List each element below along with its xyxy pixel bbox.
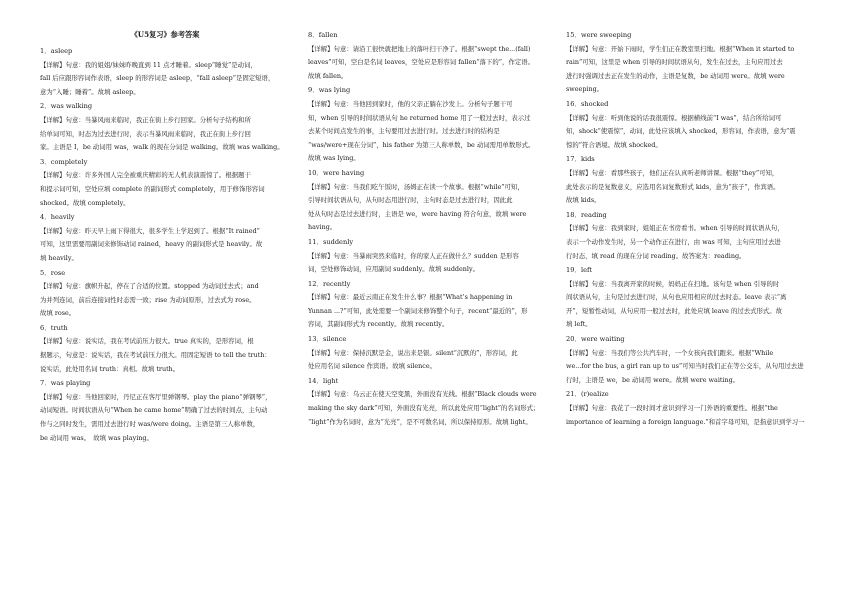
explanation-line: 作与之同时发生，需用过去进行时 was/were doing。主语是第三人称单数， (40, 420, 260, 429)
answer-heading: 20．were waiting (566, 335, 625, 344)
explanation-line: 【详解】句意：说实话，我在考试前压力很大。true 真实的，是形容词，根 (40, 337, 254, 346)
explanation-line: “light”作为名词时，意为“光亮”，是不可数名词，所以保持原形。故填 light。 (308, 417, 532, 426)
explanation-line: 【详解】句意：旗帜升起，停在了合适的位置。stopped 为动词过去式；and (40, 282, 259, 291)
column-middle (308, 28, 558, 429)
explanation-line: 故填 was lying。 (308, 154, 360, 163)
answer-heading: 11．suddenly (308, 237, 354, 246)
explanation-line: 【详解】句意：当暴雨突然来临时，你的家人正在做什么？sudden 是形容 (308, 251, 519, 260)
explanation-line: 填 left。 (566, 320, 592, 329)
explanation-line: 【详解】句意：当我们等公共汽车时，一个女孩向我们跑来。根据“While (566, 348, 774, 357)
explanation-line: fall 后应跟形容词作表语，sleep 的形容词是 asleep，“fall asleep”是固定短语， (40, 74, 275, 83)
explanation-line: 行时态，填 read 的现在分词 reading。故答案为：reading。 (566, 251, 746, 260)
answer-heading: 16．shocked (566, 99, 609, 108)
explanation-line: 间状语从句，主句是过去进行时，从句也应用相应的过去时态。leave 表示“离 (566, 293, 787, 302)
explanation-line: 可知，这里需要用副词来修饰动词 rained，heavy 的副词形式是 heavily。故 (40, 240, 263, 249)
column-right (566, 28, 816, 429)
document-title: 《U5复习》参考答案 (130, 30, 200, 39)
answer-heading: 1．asleep (40, 47, 73, 55)
explanation-line: 故填 kids。 (566, 196, 601, 205)
answer-heading: 9．was lying (308, 86, 351, 95)
explanation-line: 【详解】句意：听到他说的话我很震惊。根据横线前“I was”，结合所给词可 (566, 113, 782, 122)
explanation-line: 【详解】句意：看那些孩子，他们正在认真听老师讲课。根据“they”可知， (566, 168, 779, 177)
answer-heading: 14．light (308, 376, 339, 385)
explanation-line: 为并列连词，前后连接词性时态需一致；rise 为动词原形，过去式为 rose。 (40, 295, 256, 304)
explanation-line: 容词，其副词形式为 recently。故填 recently。 (308, 320, 449, 329)
answer-heading: 18．reading (566, 210, 607, 219)
explanation-line: 家。主语是 I，be 动词用 was，walk 的现在分词是 walking。故填 was walking。 (40, 143, 284, 152)
answer-heading: 19．left (566, 266, 593, 275)
explanation-line: 【详解】句意：我的姐姐/妹妹昨晚直到 11 点才睡着。sleep“睡觉”是动词， (40, 60, 257, 69)
explanation-line: 【详解】句意：我到家时，姐姐正在书房看书。when 引导的时间状语从句， (566, 224, 784, 233)
explanation-line: 动词短语。时间状语从句“When he came home”明确了过去的时间点，主句动 (40, 406, 268, 415)
explanation-line: importance of learning a foreign language.”和首字母可知，是指意识到学习一 (566, 417, 805, 426)
explanation-line: 填 heavily。 (40, 253, 78, 262)
explanation-line: 行时，主语是 we，be 动词用 were。故填 were waiting。 (566, 375, 740, 384)
explanation-line: 【详解】句意：昨天早上雨下得很大，很多学生上学迟到了。根据“It rained” (40, 226, 260, 235)
explanation-line: 【详解】句意：当他回家时，丹尼正在客厅里弹钢琴。play the piano“弹钢琴”， (40, 392, 272, 401)
explanation-line: 意为“入睡；睡着”。故填 asleep。 (40, 87, 140, 96)
explanation-line: sweeping。 (566, 85, 604, 94)
explanation-line: 据题示，句意是：说实话，我在考试前压力很大。用固定短语 to tell the truth： (40, 351, 271, 360)
explanation-line: 去某个时间点发生的事，主句要用过去进行时。过去进行时的结构是 (308, 127, 500, 136)
explanation-line: 【详解】句意：当他回到家时，他的父亲正躺在沙发上。分析句子题干可 (308, 99, 513, 108)
explanation-line: 处从句时态是过去进行时，主语是 we，were having 符合句意，故填 were (308, 209, 527, 218)
explanation-line: 【详解】句意：我花了一段时间才意识到学习一门外语的重要性。根据“the (566, 404, 778, 413)
explanation-line: Yunnan ...?”可知，此处需要一个副词来修饰整个句子，recent“最近的”，形 (308, 306, 528, 315)
answer-heading: 21．(r)ealize (566, 390, 609, 399)
explanation-line: 惊的”符合语境。故填 shocked。 (566, 140, 662, 149)
answer-heading: 3．completely (40, 157, 88, 166)
explanation-line: “was/were+现在分词”，his father 为第三人称单数，be 动词需用单数形式。 (308, 140, 535, 149)
explanation-line: 故填 fallen。 (308, 71, 348, 80)
answer-heading: 15．were sweeping (566, 31, 632, 39)
explanation-line: we...for the bus, a girl ran up to us”可知当时我们正在等公交车，从句用过去进 (566, 362, 804, 371)
answer-heading: 8．fallen (308, 31, 338, 39)
explanation-line: 【详解】句意：当我们吃午饭时，汤姆正在读一个故事。根据“while”可知， (308, 182, 524, 191)
explanation-line: having。 (308, 223, 337, 232)
explanation-line: 【详解】句意：最近云南正在发生什么事？根据“What’s happening in (308, 293, 513, 302)
answer-heading: 5．rose (40, 268, 66, 277)
explanation-line: 进行时强调过去正在发生的动作，主语是复数，be 动词用 were。故填 were (566, 71, 785, 80)
answer-heading: 7．was playing (40, 379, 91, 388)
explanation-line: 【详解】句意：开始下雨时，学生们正在教室里扫地。根据“When it started to (566, 44, 795, 53)
explanation-line: 引导时间状语从句，从句时态用进行时，主句时态是过去进行时，因此此 (308, 196, 513, 205)
explanation-line: 【详解】句意：乌云正在使天空变黑，外面没有光线。根据“Black clouds were (308, 390, 537, 399)
explanation-line: 给单词可知，时态为过去进行时，表示当暴风雨来临时，我正在街上步行回 (40, 129, 251, 138)
explanation-line: shocked。故填 completely。 (40, 198, 130, 207)
explanation-line: 和提示词可知，空处应填 complete 的副词形式 completely，用于修饰形容词 (40, 184, 265, 193)
explanation-line: making the sky dark”可知，外面没有光亮，所以此处应用“light”的名词形式； (308, 404, 540, 413)
answer-heading: 12．recently (308, 279, 351, 288)
explanation-line: 【详解】句意：许多外国人完全被重庆精彩的无人机表演震惊了。根据题干 (40, 171, 251, 180)
answer-heading: 6．truth (40, 323, 68, 332)
explanation-line: 【详解】句意：请沿工很快就把地上的落叶扫干净了。根据“swept the...(fall) (308, 44, 531, 53)
answer-heading: 2．was walking (40, 102, 93, 111)
explanation-line: 知，shock“使震惊”，动词，此处应该填入 shocked，形容词，作表语，意为“震 (566, 127, 796, 136)
explanation-line: 说实话，此处用名词 truth：真相。故填 truth。 (40, 364, 180, 373)
explanation-line: 此处表示的是复数意义，应选用名词复数形式 kids，意为“孩子”，作宾语。 (566, 182, 780, 191)
explanation-line: 知，when 引导的时间状语从句 he returned home 用了一般过去时，表示过 (308, 113, 531, 122)
explanation-line: be 动词用 was。 故填 was playing。 (40, 433, 153, 442)
explanation-line: leaves”可知，空白是名词 leaves，空处应是形容词 fallen“落下的”，作定语。 (308, 58, 535, 67)
explanation-line: 【详解】句意：保持沉默是金，说出来是银。silent“沉默的”，形容词，此 (308, 348, 518, 357)
explanation-line: 处应用名词 silence 作宾语。故填 silence。 (308, 362, 437, 371)
explanation-line: rain”可知，这里是 when 引导的时间状语从句，发生在过去，主句应用过去 (566, 58, 783, 67)
explanation-line: 表示一个动作发生时，另一个动作正在进行，由 was 可知，主句应用过去进 (566, 237, 781, 246)
explanation-line: 【详解】句意：当我离开家的时候，妈妈正在扫地。该句是 when 引导的时 (566, 279, 780, 288)
answer-heading: 10．were having (308, 168, 365, 177)
answer-heading: 4．heavily (40, 213, 75, 222)
answer-heading: 17．kids (566, 155, 595, 164)
answer-heading: 13．silence (308, 335, 347, 344)
explanation-line: 故填 rose。 (40, 309, 76, 318)
explanation-line: 词，空处修饰动词，应用副词 suddenly。故填 suddenly。 (308, 265, 479, 274)
explanation-line: 【详解】句意：当暴风雨来临时，我正在街上步行回家。分析句子结构和所 (40, 115, 251, 124)
explanation-line: 开”，短暂性动词，从句应用一般过去时，此处应填 leave 的过去式形式。故 (566, 306, 783, 315)
column-left (40, 28, 290, 445)
